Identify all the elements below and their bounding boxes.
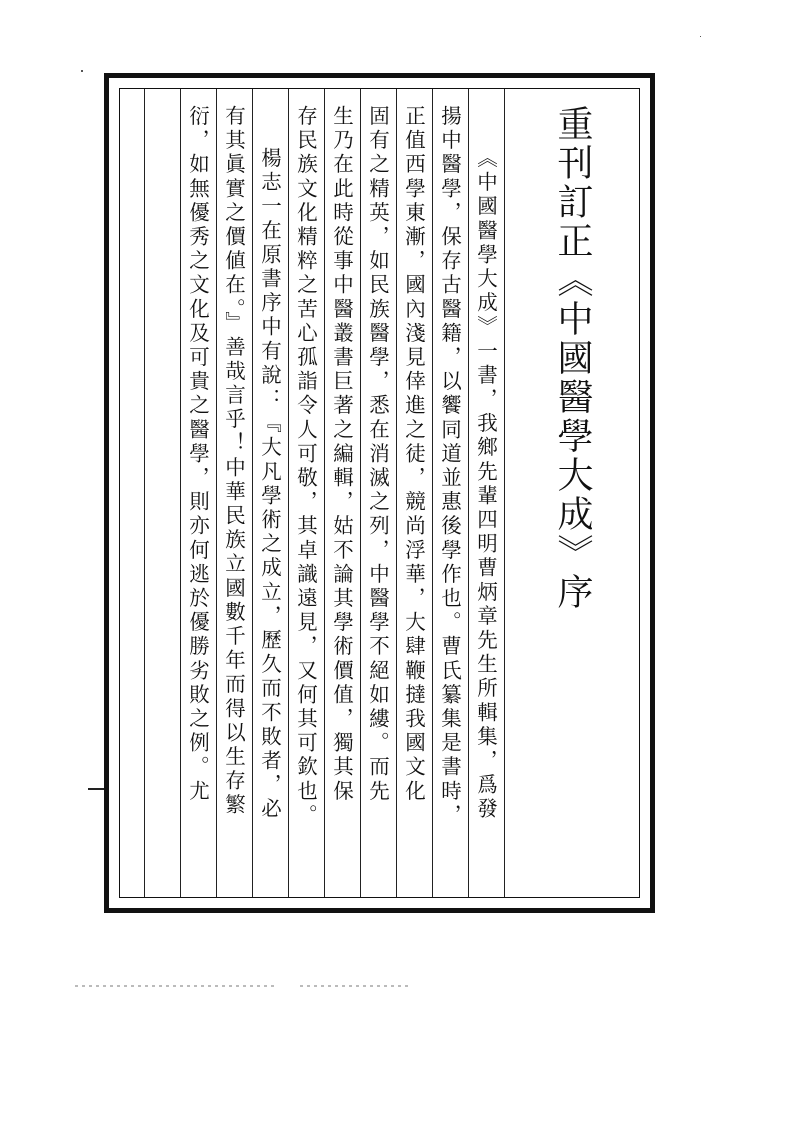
text-column: 正值西學東漸，國內淺見倖進之徒，競尚浮華，大肆鞭撻我國文化 bbox=[401, 105, 426, 804]
text-column: 有其眞實之價値在。』善哉言乎！中華民族立國數千年而得以生存繁 bbox=[221, 105, 246, 818]
column-rule bbox=[216, 89, 217, 897]
text-column: 衍，如無優秀之文化及可貴之醫學，則亦何逃於優勝劣敗之例。尤 bbox=[185, 105, 210, 804]
text-column: 揚中醫學，保存古醫籍，以饗同道並惠後學作也。曹氏纂集是書時， bbox=[437, 105, 462, 828]
scan-speck bbox=[700, 36, 701, 37]
text-column: 楊志一在原書序中有說：『大凡學術之成立，歷久而不敗者，必 bbox=[257, 147, 282, 822]
column-rule bbox=[324, 89, 325, 897]
page-title: 重刊訂正《中國醫學大成》序 bbox=[552, 105, 593, 612]
column-rule bbox=[504, 89, 505, 897]
column-rule bbox=[144, 89, 145, 897]
text-column: 生乃在此時從事中醫叢書巨著之編輯，姑不論其學術價值，獨其保 bbox=[329, 105, 354, 804]
scan-speck bbox=[81, 70, 83, 72]
margin-mark bbox=[88, 788, 104, 790]
column-rule bbox=[288, 89, 289, 897]
column-rule bbox=[432, 89, 433, 897]
text-column: 存民族文化精粹之苦心孤詣令人可敬，其卓識遠見，又何其可欽也。 bbox=[293, 105, 318, 828]
page-frame bbox=[104, 73, 655, 913]
column-rule bbox=[468, 89, 469, 897]
text-column: 固有之精英，如民族醫學，悉在消滅之列，中醫學不絕如縷。而先 bbox=[365, 105, 390, 804]
column-rule bbox=[252, 89, 253, 897]
text-column: 《中國醫學大成》一書，我鄉先輩四明曹炳章先生所輯集，爲發 bbox=[473, 147, 498, 822]
column-rule bbox=[360, 89, 361, 897]
column-rule bbox=[396, 89, 397, 897]
scan-noise bbox=[75, 985, 275, 987]
column-rule bbox=[180, 89, 181, 897]
text-block bbox=[119, 88, 640, 898]
scan-noise bbox=[300, 985, 410, 987]
